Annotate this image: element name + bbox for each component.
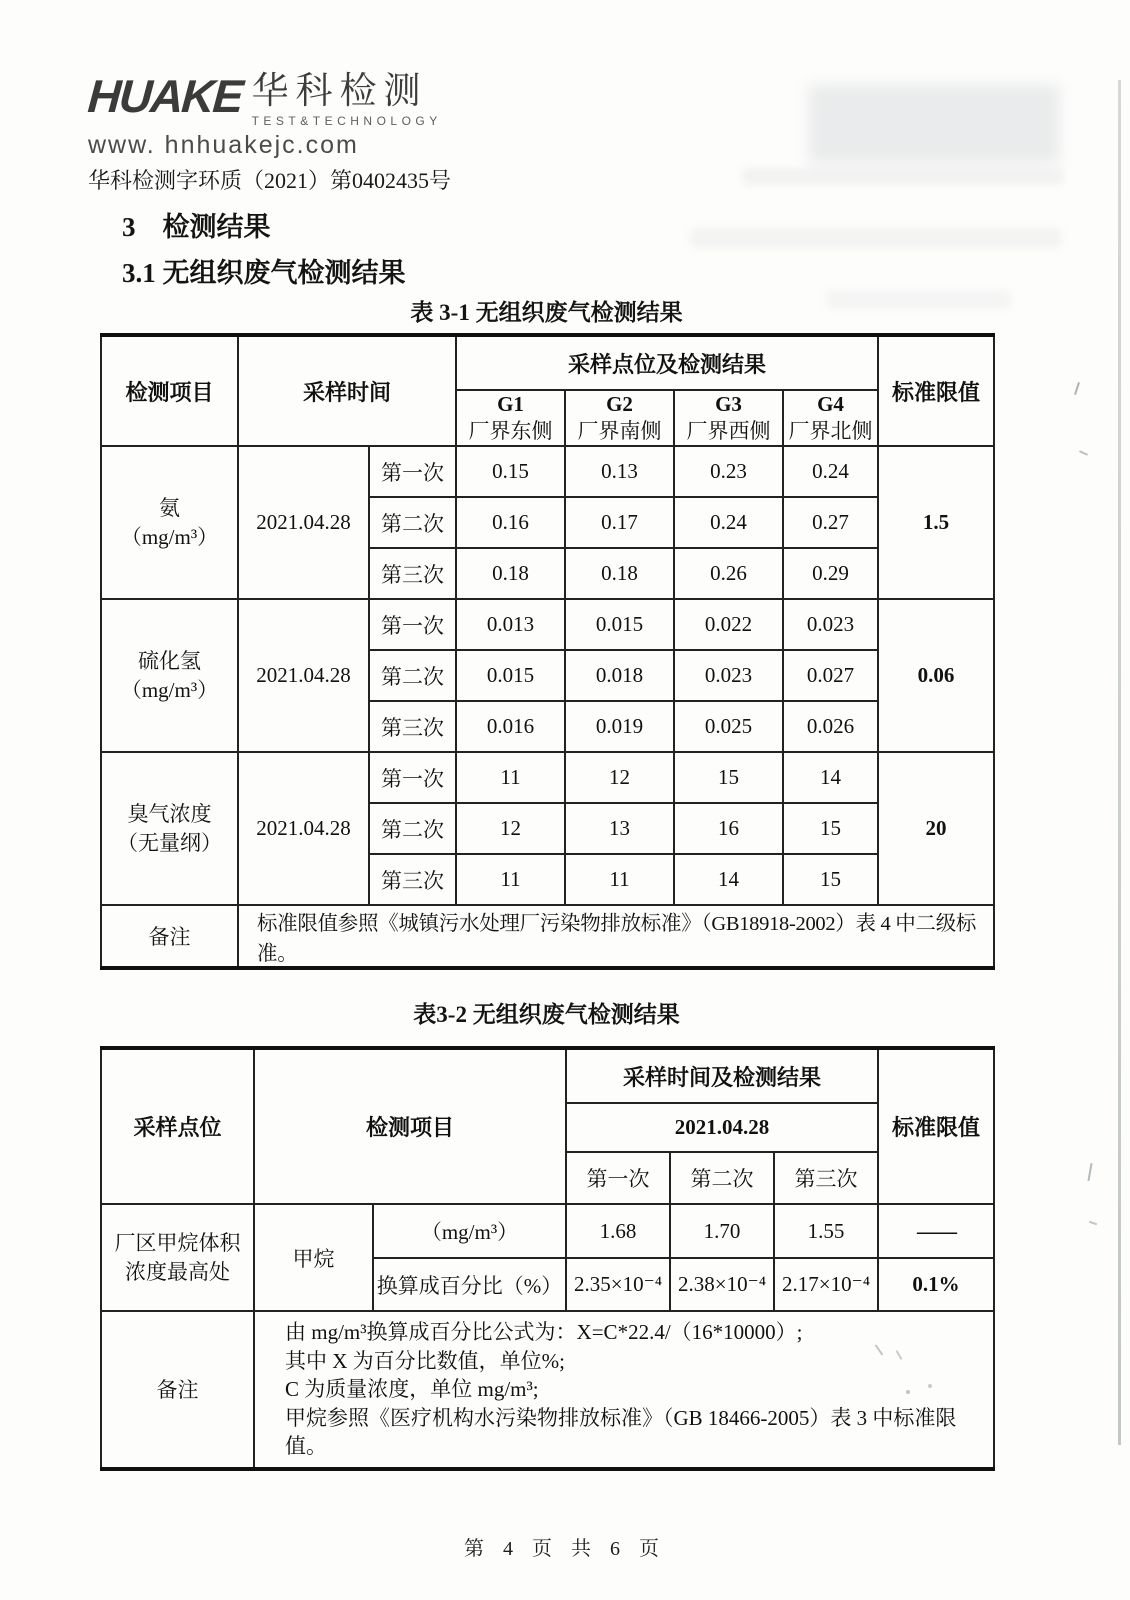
result-cell: 0.23: [674, 446, 783, 497]
run-label-cell: 第二次: [369, 803, 456, 854]
unit-label-cell: 换算成百分比（%）: [373, 1258, 566, 1311]
run-label-cell: 第一次: [369, 446, 456, 497]
col-header-item: 检测项目: [254, 1048, 566, 1204]
result-cell: 0.26: [674, 548, 783, 599]
scan-pen-mark: [1087, 1163, 1092, 1181]
result-cell: 0.015: [565, 599, 674, 650]
point-header-g4: G4 厂界北侧: [783, 390, 878, 446]
result-cell: 12: [565, 752, 674, 803]
result-cell: 15: [783, 803, 878, 854]
result-cell: 0.13: [565, 446, 674, 497]
run-label-cell: 第二次: [369, 497, 456, 548]
result-cell: 0.18: [456, 548, 565, 599]
date-cell: 2021.04.28: [238, 599, 369, 752]
result-cell: 2.35×10⁻⁴: [566, 1258, 670, 1311]
scan-ghost: [690, 228, 1062, 248]
date-cell: 2021.04.28: [238, 752, 369, 905]
table1-fugitive-gas-results: [100, 333, 995, 970]
result-cell: 0.019: [565, 701, 674, 752]
date-header-cell: 2021.04.28: [566, 1103, 878, 1152]
result-cell: 15: [783, 854, 878, 905]
run-label-cell: 第三次: [369, 548, 456, 599]
result-cell: 0.016: [456, 701, 565, 752]
sampling-point-cell: 厂区甲烷体积 浓度最高处: [101, 1204, 254, 1311]
run-label-cell: 第二次: [369, 650, 456, 701]
col-header-time: 采样时间: [238, 335, 456, 446]
run-header-cell: 第一次: [566, 1152, 670, 1204]
page-number: 第 4 页 共 6 页: [464, 1538, 666, 1560]
logo-wordmark: HUAKE: [86, 70, 244, 122]
date-cell: 2021.04.28: [238, 446, 369, 599]
run-header-cell: 第二次: [670, 1152, 774, 1204]
table2-methane-results: [100, 1046, 995, 1471]
col-header-limit: 标准限值: [878, 1048, 994, 1204]
limit-cell: 0.1%: [878, 1258, 994, 1311]
result-cell: 1.70: [670, 1204, 774, 1258]
result-cell: 11: [456, 752, 565, 803]
result-cell: 1.55: [774, 1204, 878, 1258]
table1-title: 表 3-1 无组织废气检测结果: [410, 300, 683, 325]
run-label-cell: 第一次: [369, 752, 456, 803]
scan-ghost: [808, 84, 1060, 164]
limit-cell: 0.06: [878, 599, 994, 752]
result-cell: 16: [674, 803, 783, 854]
note-line: 其中 X 为百分比数值，单位%;: [285, 1348, 565, 1373]
scan-pen-mark: [1079, 450, 1088, 456]
col-header-limit: 标准限值: [878, 335, 994, 446]
result-cell: 13: [565, 803, 674, 854]
result-cell: 0.026: [783, 701, 878, 752]
result-cell: 0.027: [783, 650, 878, 701]
run-header-cell: 第三次: [774, 1152, 878, 1204]
result-cell: 0.17: [565, 497, 674, 548]
result-cell: 12: [456, 803, 565, 854]
note-label-cell: 备注: [101, 1311, 254, 1469]
result-cell: 0.27: [783, 497, 878, 548]
point-header-g3: G3 厂界西侧: [674, 390, 783, 446]
result-cell: 15: [674, 752, 783, 803]
result-cell: 0.15: [456, 446, 565, 497]
result-cell: 0.16: [456, 497, 565, 548]
result-cell: 0.24: [783, 446, 878, 497]
scan-pen-mark: [1089, 1221, 1097, 1226]
result-cell: 1.68: [566, 1204, 670, 1258]
result-cell: 0.018: [565, 650, 674, 701]
unit-label-cell: （mg/m³）: [373, 1204, 566, 1258]
result-cell: 11: [565, 854, 674, 905]
subsection-heading: 3.1 无组织废气检测结果: [122, 258, 406, 288]
result-cell: 11: [456, 854, 565, 905]
result-cell: 14: [783, 752, 878, 803]
logo-cn-text: 华科检测: [251, 71, 428, 112]
col-header-item: 检测项目: [101, 335, 238, 446]
col-header-points-results: 采样点位及检测结果: [456, 335, 878, 390]
result-cell: 0.023: [783, 599, 878, 650]
result-cell: 0.18: [565, 548, 674, 599]
section-heading: 3 检测结果: [122, 212, 271, 242]
note-cell: [254, 1311, 994, 1469]
limit-cell: 1.5: [878, 446, 994, 599]
result-cell: 0.013: [456, 599, 565, 650]
item-cell: 甲烷: [254, 1204, 373, 1311]
note-line: 甲烷参照《医疗机构水污染物排放标准》（GB 18466-2005）表 3 中标准限值。: [285, 1405, 957, 1458]
website-text: www. hnhuakejc.com: [88, 131, 359, 159]
item-cell: 臭气浓度 （无量纲）: [101, 752, 238, 905]
scan-pen-mark: [1074, 382, 1080, 395]
limit-cell: ——: [878, 1204, 994, 1258]
item-cell: 氨 （mg/m³）: [101, 446, 238, 599]
table2-title: 表3-2 无组织废气检测结果: [413, 1002, 680, 1027]
note-line: C 为质量浓度，单位 mg/m³;: [285, 1377, 539, 1401]
result-cell: 0.24: [674, 497, 783, 548]
result-cell: 0.022: [674, 599, 783, 650]
result-cell: 0.015: [456, 650, 565, 701]
result-cell: 0.29: [783, 548, 878, 599]
scan-edge-line: [1118, 80, 1121, 1445]
doc-number: 华科检测字环质（2021）第0402435号: [88, 168, 452, 193]
result-cell: 0.023: [674, 650, 783, 701]
point-header-g1: G1 厂界东侧: [456, 390, 565, 446]
point-header-g2: G2 厂界南侧: [565, 390, 674, 446]
scan-ghost: [742, 168, 1064, 185]
run-label-cell: 第一次: [369, 599, 456, 650]
note-cell: 标准限值参照《城镇污水处理厂污染物排放标准》（GB18918-2002）表 4 中二级标准。: [238, 905, 994, 968]
result-cell: 0.025: [674, 701, 783, 752]
col-header-point: 采样点位: [101, 1048, 254, 1204]
limit-cell: 20: [878, 752, 994, 905]
item-cell: 硫化氢 （mg/m³）: [101, 599, 238, 752]
result-cell: 2.17×10⁻⁴: [774, 1258, 878, 1311]
huake-logo: [88, 70, 442, 160]
run-label-cell: 第三次: [369, 854, 456, 905]
col-header-time-results: 采样时间及检测结果: [566, 1048, 878, 1103]
logo-tagline: TEST&TECHNOLOGY: [251, 114, 442, 128]
result-cell: 14: [674, 854, 783, 905]
note-line: 由 mg/m³换算成百分比公式为：X=C*22.4/（16*10000）;: [285, 1320, 803, 1344]
note-label-cell: 备注: [101, 905, 238, 968]
run-label-cell: 第三次: [369, 701, 456, 752]
result-cell: 2.38×10⁻⁴: [670, 1258, 774, 1311]
